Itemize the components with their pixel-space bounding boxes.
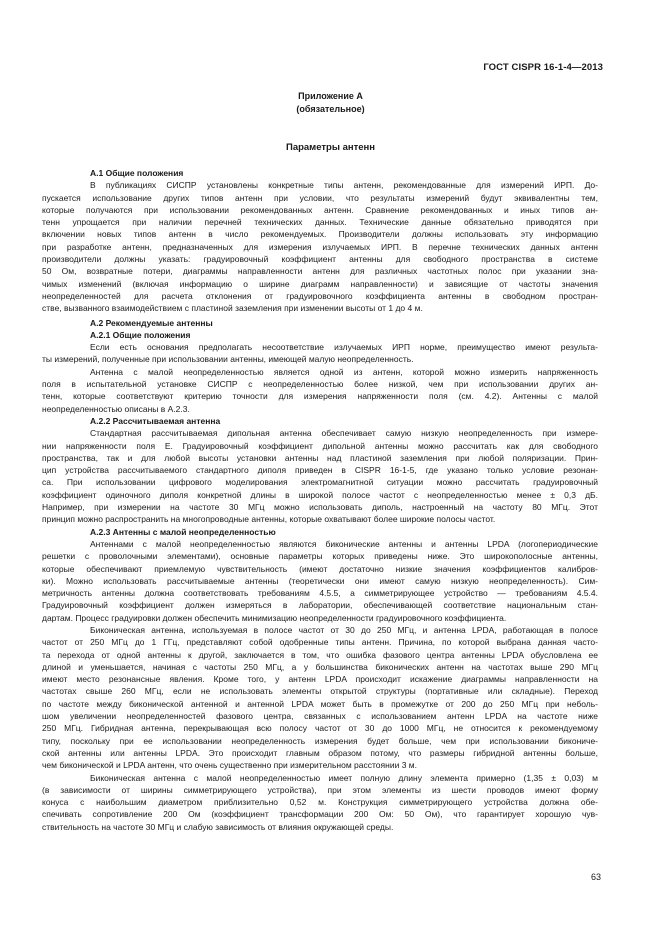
text-line: тенн упрощается при наличии перечней технических данных. Технические данные обязательно приводятся при bbox=[42, 217, 598, 228]
paragraph-a21-1 bbox=[42, 341, 598, 366]
text-line: дартам. Процесс градуировки должен обеспечить минимизацию неопределенности градуировочного коэффициента. bbox=[42, 612, 507, 623]
text-line: В публикациях СИСПР установлены конкретные типы антенн, рекомендованные для измерений ИРП. До- bbox=[90, 180, 598, 191]
heading-a22: А.2.2 Рассчитываемая антенна bbox=[90, 415, 221, 426]
heading-a21: А.2.1 Общие положения bbox=[90, 329, 191, 340]
text-line: ствительность на частоте 30 МГц и слабую зависимость от влияния окружающей среды. bbox=[42, 821, 394, 832]
text-line: Антенна с малой неопределенностью является одной из антенн, которой можно измерить напряженность bbox=[90, 366, 598, 377]
text-line: шом увеличении неопределенностей фазового центра, связанных с использованием антенн LPDA на частоте ниже bbox=[42, 711, 598, 722]
text-line: пространства, так и для любой высоты установки антенны над пластиной заземления при любой поляризации. Прин- bbox=[42, 452, 598, 463]
text-line: Градуировочный коэффициент должен измеряться в лаборатории, обеспечивающей соответствие национальным стан- bbox=[42, 600, 598, 611]
text-line: типу, поскольку при ее использовании неопределенность измерения будет больше, чем при использовании бикониче- bbox=[42, 735, 598, 746]
text-line: принцип можно распространить на многопроводные антенны, которые охватывают более широкие полосы частот. bbox=[42, 514, 496, 525]
text-line: Если есть основания предполагать несоответствие излучаемых ИРП норме, преимущество имеют результа- bbox=[90, 342, 598, 353]
text-line: метричность антенны должна соответствовать требованиям 4.5.5, а симметрирующее устройство — требованиям 4.5.4. bbox=[42, 588, 598, 599]
heading-a1: А.1 Общие положения bbox=[90, 168, 184, 178]
paragraph-a23-2 bbox=[42, 624, 598, 772]
paragraph-a21-2 bbox=[42, 366, 598, 415]
text-line: Стандартная рассчитываемая дипольная антенна обеспечивает самую низкую неопределенность при измере- bbox=[90, 428, 598, 439]
text-line: стве, вызванного взаимодействием с пластиной заземления при изменении высоты от 1 до 4 м. bbox=[42, 303, 423, 314]
text-line: чимых изменений (включая информацию о ширине диаграмм направленности) и зависящие от частоты значения bbox=[42, 278, 598, 289]
text-line: ской антенны или антенны LPDA. Это происходит главным образом потому, что размеры гибридной антенны больше, bbox=[42, 747, 598, 758]
text-line: нии напряженности поля Е. Градуировочный коэффициент дипольной антенны можно рассчитать как для свободного bbox=[42, 440, 598, 451]
section-title: Параметры антенн bbox=[285, 142, 376, 153]
text-line: частотах свыше 260 МГц, если не использовать элементы открытой структуры (портативные или складные). Переход bbox=[42, 686, 598, 697]
paragraph-a23-1 bbox=[42, 538, 598, 624]
text-line: 250 МГц. Гибридная антенна, перекрывающая всю полосу частот от 30 до 1000 МГц, не относится к рекомендуемому bbox=[42, 723, 598, 734]
text-line: имеют место резонансные явления. Кроме того, у антенн LPDA происходит искажение диаграммы направленности на bbox=[42, 674, 598, 685]
text-line: ты измерений, полученные при использовании антенны, имеющей малую неопределенность. bbox=[42, 354, 414, 365]
text-line: неопределенностью описаны в А.2.3. bbox=[42, 403, 190, 414]
annex-title: Приложение А bbox=[298, 91, 363, 101]
text-line: включении новых типов антенн в число рекомендуемых. Производители должны использовать эту информацию bbox=[42, 229, 598, 240]
text-line: частот от 250 МГц до 1 ГГц, представляют собой одобренные типы антенн. Причина, по которой выбрана данная часто- bbox=[42, 637, 598, 648]
text-line: коэффициент одиночного диполя конкретной длины в широкой полосе частот с неопределенностью менее ± 0,3 дБ. bbox=[42, 489, 598, 500]
text-line: Например, при измерении на частоте 30 МГц можно использовать диполь, настроенный на частоту 80 МГц. Этот bbox=[42, 502, 598, 513]
document-body bbox=[42, 167, 598, 833]
text-line: са. При использовании цифрового моделирования электромагнитной ситуации можно рассчитать градуировочный bbox=[42, 477, 598, 488]
paragraph-a1 bbox=[42, 179, 598, 314]
text-line: Биконическая антенна, используемая в полосе частот от 30 до 250 МГц, и антенна LPDA, работающая в полосе bbox=[90, 624, 598, 635]
heading-a2: А.2 Рекомендуемые антенны bbox=[90, 317, 213, 328]
text-line: ки). Можно использовать рассчитываемые антенны (теоретически они имеют самую низкую неопределенность). Сим- bbox=[42, 575, 598, 586]
text-line: производители должны указать: градуировочный коэффициент антенны для свободного пространства в системе bbox=[42, 254, 598, 265]
text-line: по частоте между биконической антенной и антенной LPDA может быть в промежутке от 200 до 250 МГц при неболь- bbox=[42, 698, 598, 709]
heading-a23: А.2.3 Антенны с малой неопределенностью bbox=[90, 526, 276, 537]
text-line: Антеннами с малой неопределенностью являются биконические антенны и антенны LPDA (логопериодические bbox=[90, 538, 598, 549]
text-line: при разработке антенн, предназначенных для измерения излучаемых ИРП. В перечне технических данных антенн bbox=[42, 241, 598, 252]
text-line: та перехода от одной антенны к другой, заключается в том, что ошибка фазового центра антенны LPDA обусловлена ее bbox=[42, 649, 598, 660]
text-line: пускается использование других типов антенн при условии, что результаты измерений будут эквивалентны тем, bbox=[42, 192, 598, 203]
page-number: 63 bbox=[590, 872, 601, 882]
text-line: спечивать сопротивление 200 Ом (коэффициент трансформации 200 Ом: 50 Ом), что гарантирует хорошую чув- bbox=[42, 809, 598, 820]
paragraph-a23-3 bbox=[42, 772, 598, 833]
text-line: неопределенностей для расчета отклонения от градуировочного коэффициента антенны в свободном простран- bbox=[42, 290, 598, 301]
text-line: тенн, которые соответствуют критерию точности для измерения напряженности поля (см. 4.2). Антенны с малой bbox=[42, 391, 598, 402]
text-line: Биконическая антенна с малой неопределенностью имеет полную длину элемента примерно (1,35 ± 0,03) м bbox=[90, 772, 598, 783]
text-line: 50 Ом, возвратные потери, диаграммы направленности антенн для различных частотных полос при указании зна- bbox=[42, 266, 598, 277]
text-line: решетки с проволочными элементами), основные параметры которых приведены ниже. Это широкополосные антенны, bbox=[42, 551, 598, 562]
text-line: цип устройства рассчитываемого стандартного диполя приведен в CISPR 16-1-5, где указано только условие резонан- bbox=[42, 465, 598, 476]
annex-status: (обязательное) bbox=[296, 104, 365, 114]
text-line: конуса с наибольшим диаметром приблизительно 0,52 м. Конструкция симметрирующего устройства должна обе- bbox=[42, 797, 598, 808]
text-line: чем биконической и LPDA антенн, что очень существенно при измерительном расстоянии 3 м. bbox=[42, 760, 417, 771]
text-line: которые обеспечивают приемлемую чувствительность (имеют достаточно низкие значения коэффициентов калибров- bbox=[42, 563, 598, 574]
text-line: (в зависимости от ширины симметрирующего устройства), при этом элементы из шести проводов имеют форму bbox=[42, 784, 598, 795]
text-line: поля в испытательной установке СИСПР с неопределенностью более низкой, чем при использовании других ан- bbox=[42, 379, 598, 390]
text-line: которые получаются при использовании рекомендованных антенн. Сравнение рекомендованных и иных типов ан- bbox=[42, 204, 598, 215]
paragraph-a22 bbox=[42, 427, 598, 525]
document-id: ГОСТ CISPR 16-1-4—2013 bbox=[483, 62, 603, 73]
text-line: длиной и уменьшается, начиная с частоты 250 МГц, а у большинства биконических антенн на частотах выше 290 МГц bbox=[42, 661, 598, 672]
